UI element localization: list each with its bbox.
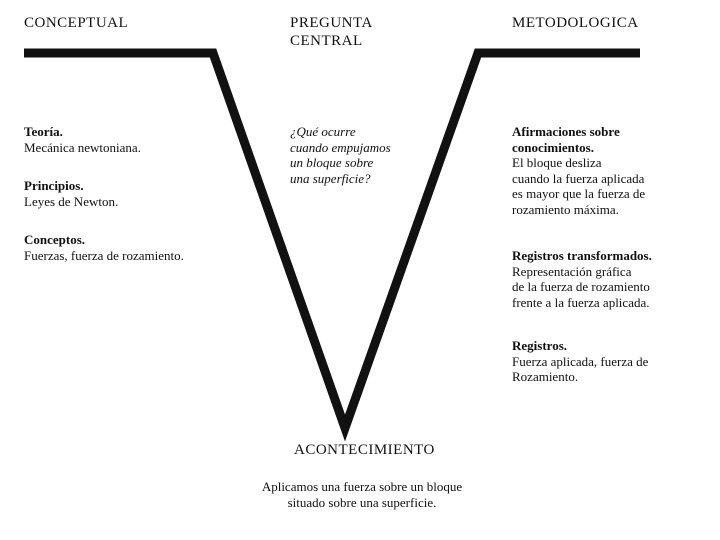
event-text: Aplicamos una fuerza sobre un bloque situado sobre una superficie. (261, 479, 463, 510)
records-text: Fuerza aplicada, fuerza de Rozamiento. (512, 353, 649, 384)
central-question-heading (290, 14, 373, 50)
transformed-records-text: Representación gráfica de la fuerza de rozamiento frente a la fuerza aplicada. (512, 263, 650, 310)
methodological-heading: METODOLOGICA (512, 15, 639, 31)
event-heading: ACONTECIMIENTO (294, 442, 435, 458)
theory-text: Mecánica newtoniana. (24, 139, 141, 155)
principles-block (24, 178, 118, 209)
knowledge-claims-text: El bloque desliza cuando la fuerza aplicada es mayor que la fuerza de rozamiento máxima. (512, 155, 646, 217)
theory-label: Teoría. (24, 124, 63, 139)
transformed-records-block (512, 248, 652, 310)
theory-block (24, 124, 141, 155)
transformed-records-label: Registros transformados. (512, 248, 652, 263)
principles-text: Leyes de Newton. (24, 193, 119, 209)
conceptual-heading: CONCEPTUAL (24, 15, 129, 31)
central-question-heading-line1: PREGUNTA (290, 15, 373, 31)
central-question-text: ¿Qué ocurre cuando empujamos un bloque sobre una superficie? (290, 124, 391, 186)
principles-label: Principios. (24, 178, 84, 193)
records-label: Registros. (512, 338, 568, 353)
concepts-text: Fuerzas, fuerza de rozamiento. (24, 247, 184, 263)
knowledge-claims-label: Afirmaciones sobre conocimientos. (512, 124, 620, 155)
knowledge-claims-block (512, 124, 645, 217)
records-block (512, 338, 648, 385)
central-question-heading-line2: CENTRAL (290, 33, 363, 49)
concepts-label: Conceptos. (24, 232, 86, 247)
concepts-block (24, 232, 184, 263)
